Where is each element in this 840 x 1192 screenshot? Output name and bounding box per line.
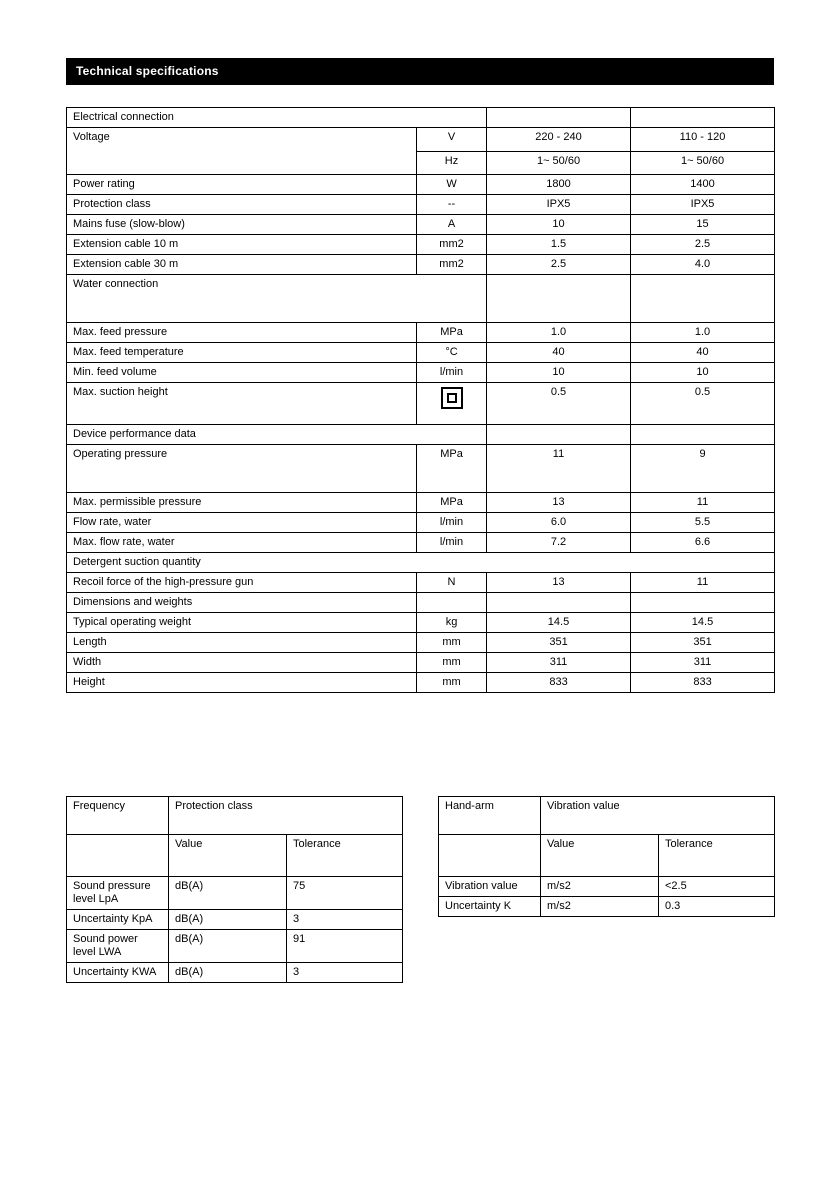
- cell-unit: A: [417, 215, 487, 235]
- table-row: [67, 653, 775, 673]
- cell-parameter: Width: [67, 653, 417, 673]
- cell-subheader-0: [67, 835, 169, 877]
- cell-value-1: 311: [487, 653, 631, 673]
- cell-unit: mm: [417, 633, 487, 653]
- cell-value-1: [487, 425, 631, 445]
- table-row: [67, 593, 775, 613]
- cell-value-2: 10: [631, 363, 775, 383]
- cell-subheader-2: Tolerance: [659, 835, 775, 877]
- cell-parameter: Device performance data: [67, 425, 487, 445]
- cell-unit-protection-class: [417, 383, 487, 425]
- cell-parameter: Uncertainty KWA: [67, 963, 169, 983]
- cell-value-1: 2.5: [487, 255, 631, 275]
- cell-unit: °C: [417, 343, 487, 363]
- cell-parameter: Max. feed pressure: [67, 323, 417, 343]
- cell-unit: dB(A): [169, 910, 287, 930]
- cell-value-2: 5.5: [631, 513, 775, 533]
- cell-parameter: Height: [67, 673, 417, 693]
- cell-unit: dB(A): [169, 930, 287, 963]
- table-row: [67, 533, 775, 553]
- sound-values-table: [66, 796, 403, 983]
- cell-unit: m/s2: [541, 877, 659, 897]
- cell-value-1: IPX5: [487, 195, 631, 215]
- cell-unit: [417, 593, 487, 613]
- cell-subheader-1: Value: [169, 835, 287, 877]
- cell-parameter: Max. flow rate, water: [67, 533, 417, 553]
- cell-value-1: 13: [487, 573, 631, 593]
- table-row: [67, 835, 403, 877]
- table-row: [67, 425, 775, 445]
- cell-value-2: IPX5: [631, 195, 775, 215]
- cell-value-1: [487, 593, 631, 613]
- table-row: [67, 963, 403, 983]
- table-row: [67, 633, 775, 653]
- cell-value: 91: [287, 930, 403, 963]
- cell-value-2: 4.0: [631, 255, 775, 275]
- table-row: [439, 877, 775, 897]
- cell-header-left: Hand-arm: [439, 797, 541, 835]
- table-row: [67, 195, 775, 215]
- cell-unit: l/min: [417, 363, 487, 383]
- cell-unit: mm: [417, 653, 487, 673]
- table-row: [67, 877, 403, 910]
- table-row: [67, 343, 775, 363]
- cell-value-1: 1.0: [487, 323, 631, 343]
- cell-value-2: 1~ 50/60: [631, 151, 775, 175]
- table-row: [67, 493, 775, 513]
- table-row: [67, 363, 775, 383]
- cell-unit: dB(A): [169, 963, 287, 983]
- cell-value-2: 1.0: [631, 323, 775, 343]
- cell-unit: MPa: [417, 323, 487, 343]
- cell-parameter: Extension cable 10 m: [67, 235, 417, 255]
- cell-value-1: 11: [487, 445, 631, 493]
- cell-parameter: Uncertainty KpA: [67, 910, 169, 930]
- cell-subheader-0: [439, 835, 541, 877]
- table-row: [67, 175, 775, 195]
- cell-value-1: 14.5: [487, 613, 631, 633]
- cell-value-1: 0.5: [487, 383, 631, 425]
- table-row: [67, 215, 775, 235]
- cell-unit: l/min: [417, 533, 487, 553]
- cell-unit: mm: [417, 673, 487, 693]
- cell-value-1: 10: [487, 363, 631, 383]
- cell-unit: mm2: [417, 255, 487, 275]
- cell-value-2: 0.5: [631, 383, 775, 425]
- cell-parameter: Operating pressure: [67, 445, 417, 493]
- table-row: [67, 573, 775, 593]
- cell-value-1: 351: [487, 633, 631, 653]
- cell-value-2: 2.5: [631, 235, 775, 255]
- cell-value: 0.3: [659, 897, 775, 917]
- cell-parameter: Max. permissible pressure: [67, 493, 417, 513]
- cell-parameter: Dimensions and weights: [67, 593, 417, 613]
- cell-parameter: Voltage: [67, 128, 417, 175]
- cell-value-1: [487, 108, 631, 128]
- table-row: [439, 897, 775, 917]
- cell-parameter: Sound pressure level LpA: [67, 877, 169, 910]
- cell-unit: mm2: [417, 235, 487, 255]
- cell-value: <2.5: [659, 877, 775, 897]
- cell-parameter: Water connection: [67, 275, 487, 323]
- cell-parameter: Electrical connection: [67, 108, 487, 128]
- cell-unit: --: [417, 195, 487, 215]
- table-row: [439, 797, 775, 835]
- table-row: [67, 128, 775, 152]
- cell-header-right: Protection class: [169, 797, 403, 835]
- cell-value: 75: [287, 877, 403, 910]
- cell-unit: Hz: [417, 151, 487, 175]
- cell-value-2: 311: [631, 653, 775, 673]
- cell-value-2: [631, 593, 775, 613]
- cell-value-2: [631, 425, 775, 445]
- specifications-table-body: [67, 108, 775, 693]
- cell-value-1: 833: [487, 673, 631, 693]
- cell-subheader-2: Tolerance: [287, 835, 403, 877]
- cell-parameter: Typical operating weight: [67, 613, 417, 633]
- cell-parameter: Length: [67, 633, 417, 653]
- cell-unit: N: [417, 573, 487, 593]
- table-row: [67, 553, 775, 573]
- cell-value-1: 13: [487, 493, 631, 513]
- table-row: [67, 383, 775, 425]
- cell-unit: l/min: [417, 513, 487, 533]
- table-row: [67, 673, 775, 693]
- cell-value-2: 9: [631, 445, 775, 493]
- cell-unit: MPa: [417, 493, 487, 513]
- cell-value-1: 220 - 240: [487, 128, 631, 152]
- cell-parameter: Extension cable 30 m: [67, 255, 417, 275]
- cell-parameter: Vibration value: [439, 877, 541, 897]
- cell-value-2: 351: [631, 633, 775, 653]
- table-row: [67, 513, 775, 533]
- cell-parameter: Detergent suction quantity: [67, 553, 775, 573]
- cell-parameter: Protection class: [67, 195, 417, 215]
- cell-value-1: 40: [487, 343, 631, 363]
- cell-unit: kg: [417, 613, 487, 633]
- cell-value-2: 1400: [631, 175, 775, 195]
- cell-unit: V: [417, 128, 487, 152]
- class-ii-insulation-icon: [441, 387, 463, 409]
- cell-value-2: 6.6: [631, 533, 775, 553]
- table-row: [67, 255, 775, 275]
- table-row: [439, 835, 775, 877]
- cell-header-right: Vibration value: [541, 797, 775, 835]
- table-row: [67, 613, 775, 633]
- cell-header-left: Frequency: [67, 797, 169, 835]
- section-title-bar: [66, 58, 774, 85]
- cell-parameter: Flow rate, water: [67, 513, 417, 533]
- cell-value: 3: [287, 963, 403, 983]
- cell-value-2: [631, 108, 775, 128]
- cell-value-1: 1.5: [487, 235, 631, 255]
- table-row: [67, 323, 775, 343]
- table-row: [67, 445, 775, 493]
- cell-value-1: 7.2: [487, 533, 631, 553]
- cell-unit: dB(A): [169, 877, 287, 910]
- cell-parameter: Max. suction height: [67, 383, 417, 425]
- cell-parameter: Min. feed volume: [67, 363, 417, 383]
- cell-value-2: 40: [631, 343, 775, 363]
- cell-value-2: 833: [631, 673, 775, 693]
- cell-unit: MPa: [417, 445, 487, 493]
- table-row: [67, 797, 403, 835]
- cell-value-2: 11: [631, 573, 775, 593]
- cell-parameter: Uncertainty K: [439, 897, 541, 917]
- cell-parameter: Power rating: [67, 175, 417, 195]
- cell-value-2: 110 - 120: [631, 128, 775, 152]
- cell-value: 3: [287, 910, 403, 930]
- cell-parameter: Mains fuse (slow-blow): [67, 215, 417, 235]
- vibration-values-table-wrapper: [438, 796, 774, 917]
- cell-value-1: 1800: [487, 175, 631, 195]
- cell-value-1: 10: [487, 215, 631, 235]
- table-row: [67, 108, 775, 128]
- table-row: [67, 910, 403, 930]
- table-row: [67, 235, 775, 255]
- specifications-table-wrapper: [66, 107, 774, 693]
- page-title: Technical specifications: [76, 64, 219, 78]
- cell-value-2: 11: [631, 493, 775, 513]
- cell-value-2: 15: [631, 215, 775, 235]
- cell-parameter: Max. feed temperature: [67, 343, 417, 363]
- specifications-table: [66, 107, 775, 693]
- cell-value-1: [487, 275, 631, 323]
- cell-subheader-1: Value: [541, 835, 659, 877]
- table-row: [67, 930, 403, 963]
- cell-parameter: Sound power level LWA: [67, 930, 169, 963]
- cell-value-1: 6.0: [487, 513, 631, 533]
- cell-parameter: Recoil force of the high-pressure gun: [67, 573, 417, 593]
- vibration-values-table: [438, 796, 775, 917]
- cell-value-2: [631, 275, 775, 323]
- cell-unit: m/s2: [541, 897, 659, 917]
- sound-values-table-wrapper: [66, 796, 402, 983]
- cell-value-2: 14.5: [631, 613, 775, 633]
- table-row: [67, 275, 775, 323]
- cell-value-1: 1~ 50/60: [487, 151, 631, 175]
- cell-unit: W: [417, 175, 487, 195]
